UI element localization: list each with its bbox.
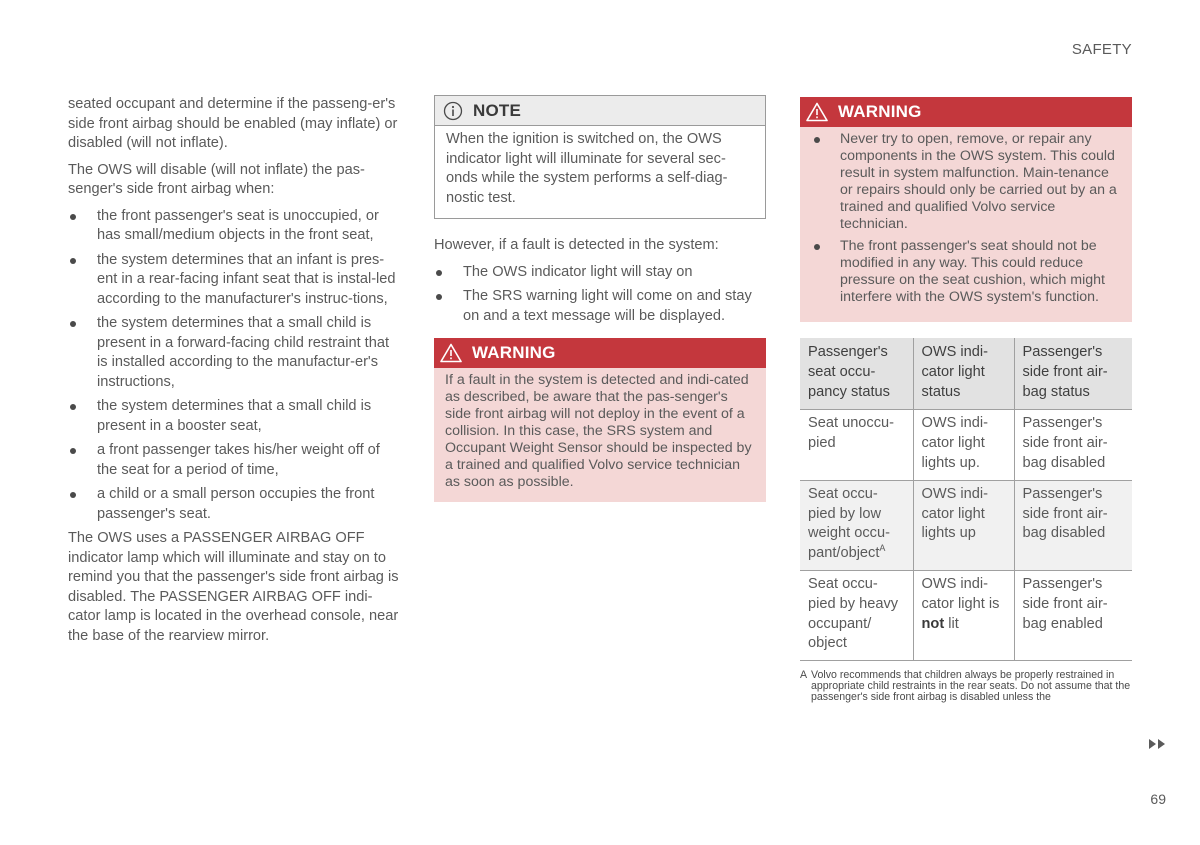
bullet-dot [814, 137, 820, 143]
bullet-dot [436, 270, 442, 276]
bullet-list [811, 131, 1122, 306]
footnote-mark: A [800, 669, 808, 682]
warning-box [434, 338, 766, 502]
list-item: Never try to open, remove, or repair any components in the OWS system. This could result in system malfunction. Main-tenance or repairs should only be carried out by an a trained and qualified Volvo service technician. [811, 131, 1122, 233]
list-item: the front passenger's seat is unoccupied, or has small/medium objects in the front seat, [68, 207, 400, 246]
section-header: SAFETY [1071, 41, 1132, 58]
column-header: OWS indi-cator light status [913, 338, 1014, 410]
table-cell: OWS indi-cator light is not lit [913, 570, 1014, 660]
note-header [435, 96, 765, 126]
table-row [800, 410, 1132, 480]
warning-body [800, 127, 1132, 322]
paragraph: The OWS uses a PASSENGER AIRBAG OFF indicator lamp which will illuminate and stay on to remind you that the passenger's side front airbag is disabled. The PASSENGER AIRBAG OFF indi-cator lamp is located in the overhead console, near the base of the rearview mirror. [68, 530, 399, 644]
bullet-dot [70, 492, 76, 498]
page-number: 69 [1150, 791, 1166, 807]
ows-status-table [800, 338, 1132, 661]
note-text: When the ignition is switched on, the OWS indicator light will illuminate for several sec-onds while the system performs a self-diag-nostic test. [446, 131, 728, 206]
footnote [800, 670, 1132, 703]
list-item: the system determines that a small child is present in a booster seat, [68, 397, 400, 436]
list-item: The OWS indicator light will stay on [434, 263, 766, 283]
warning-title: WARNING [838, 102, 922, 122]
emphasis: not [921, 615, 945, 632]
bullet-list [68, 207, 400, 525]
bullet-list [434, 263, 766, 327]
list-item: a front passenger takes his/her weight off of the seat for a period of time, [68, 441, 400, 480]
column-header: Passenger's side front air-bag status [1014, 338, 1132, 410]
table-cell: Seat unoccu-pied [800, 410, 913, 480]
bullet-dot [436, 294, 442, 300]
warning-box [800, 97, 1132, 322]
footnote-ref: A [879, 543, 886, 554]
table-cell: OWS indi-cator light lights up. [913, 410, 1014, 480]
warning-text: If a fault in the system is detected and indi-cated as described, be aware that the pas-senger's side front airbag will not deploy in the event of a collision. In this case, the SRS system and Occupant Weight Sensor should be inspected by a trained and qualified Volvo service technician as soon as possible. [445, 372, 752, 490]
table-cell: Seat occu-pied by low weight occu-pant/object$^A$ [800, 480, 913, 570]
table-header-row [800, 338, 1132, 410]
bullet-dot [814, 244, 820, 250]
note-box [434, 95, 766, 219]
list-item: The SRS warning light will come on and stay on and a text message will be displayed. [434, 287, 766, 326]
warning-title: WARNING [472, 343, 556, 363]
bullet-dot [70, 214, 76, 220]
table-cell: Passenger's side front air-bag disabled [1014, 480, 1132, 570]
table-row [800, 570, 1132, 660]
double-chevron-right-icon [1148, 737, 1168, 749]
table-cell: OWS indi-cator light lights up [913, 480, 1014, 570]
list-item: the system determines that an infant is pres-ent in a rear-facing infant seat that is instal-led according to the manufacturer's instruc-tions, [68, 251, 400, 310]
column-left [68, 95, 400, 653]
info-circle-icon [443, 101, 463, 121]
paragraph: seated occupant and determine if the passeng-er's side front airbag should be enabled (may inflate) or disabled (will not inflate). [68, 96, 398, 151]
paragraph: However, if a fault is detected in the system: [434, 237, 719, 253]
warning-triangle-icon [440, 343, 460, 363]
column-middle [434, 95, 766, 502]
table-cell: Passenger's side front air-bag enabled [1014, 570, 1132, 660]
bullet-dot [70, 258, 76, 264]
list-item: The front passenger's seat should not be modified in any way. This could reduce pressure on the seat cushion, which might interfere with the OWS system's function. [811, 238, 1122, 306]
table-cell: Passenger's side front air-bag disabled [1014, 410, 1132, 480]
list-item: the system determines that a small child is present in a forward-facing child restraint that is installed according to the manufactur-er's instructions, [68, 314, 400, 392]
paragraph: The OWS will disable (will not inflate) the pas-senger's side front airbag when: [68, 161, 365, 197]
table-cell: Seat occu-pied by heavy occupant/ object [800, 570, 913, 660]
warning-header [800, 97, 1132, 127]
warning-header [434, 338, 766, 368]
column-right [800, 95, 1132, 703]
bullet-dot [70, 404, 76, 410]
note-title: NOTE [473, 100, 522, 120]
warning-triangle-icon [806, 102, 826, 122]
bullet-dot [70, 448, 76, 454]
footnote-text: Volvo recommends that children always be properly restrained in appropriate child restraints in the rear seats. Do not assume that the passenger's side front airbag is disabled unless the [811, 669, 1131, 704]
table-row [800, 480, 1132, 570]
bullet-dot [70, 321, 76, 327]
list-item: a child or a small person occupies the front passenger's seat. [68, 485, 400, 524]
column-header: Passenger's seat occu-pancy status [800, 338, 913, 410]
